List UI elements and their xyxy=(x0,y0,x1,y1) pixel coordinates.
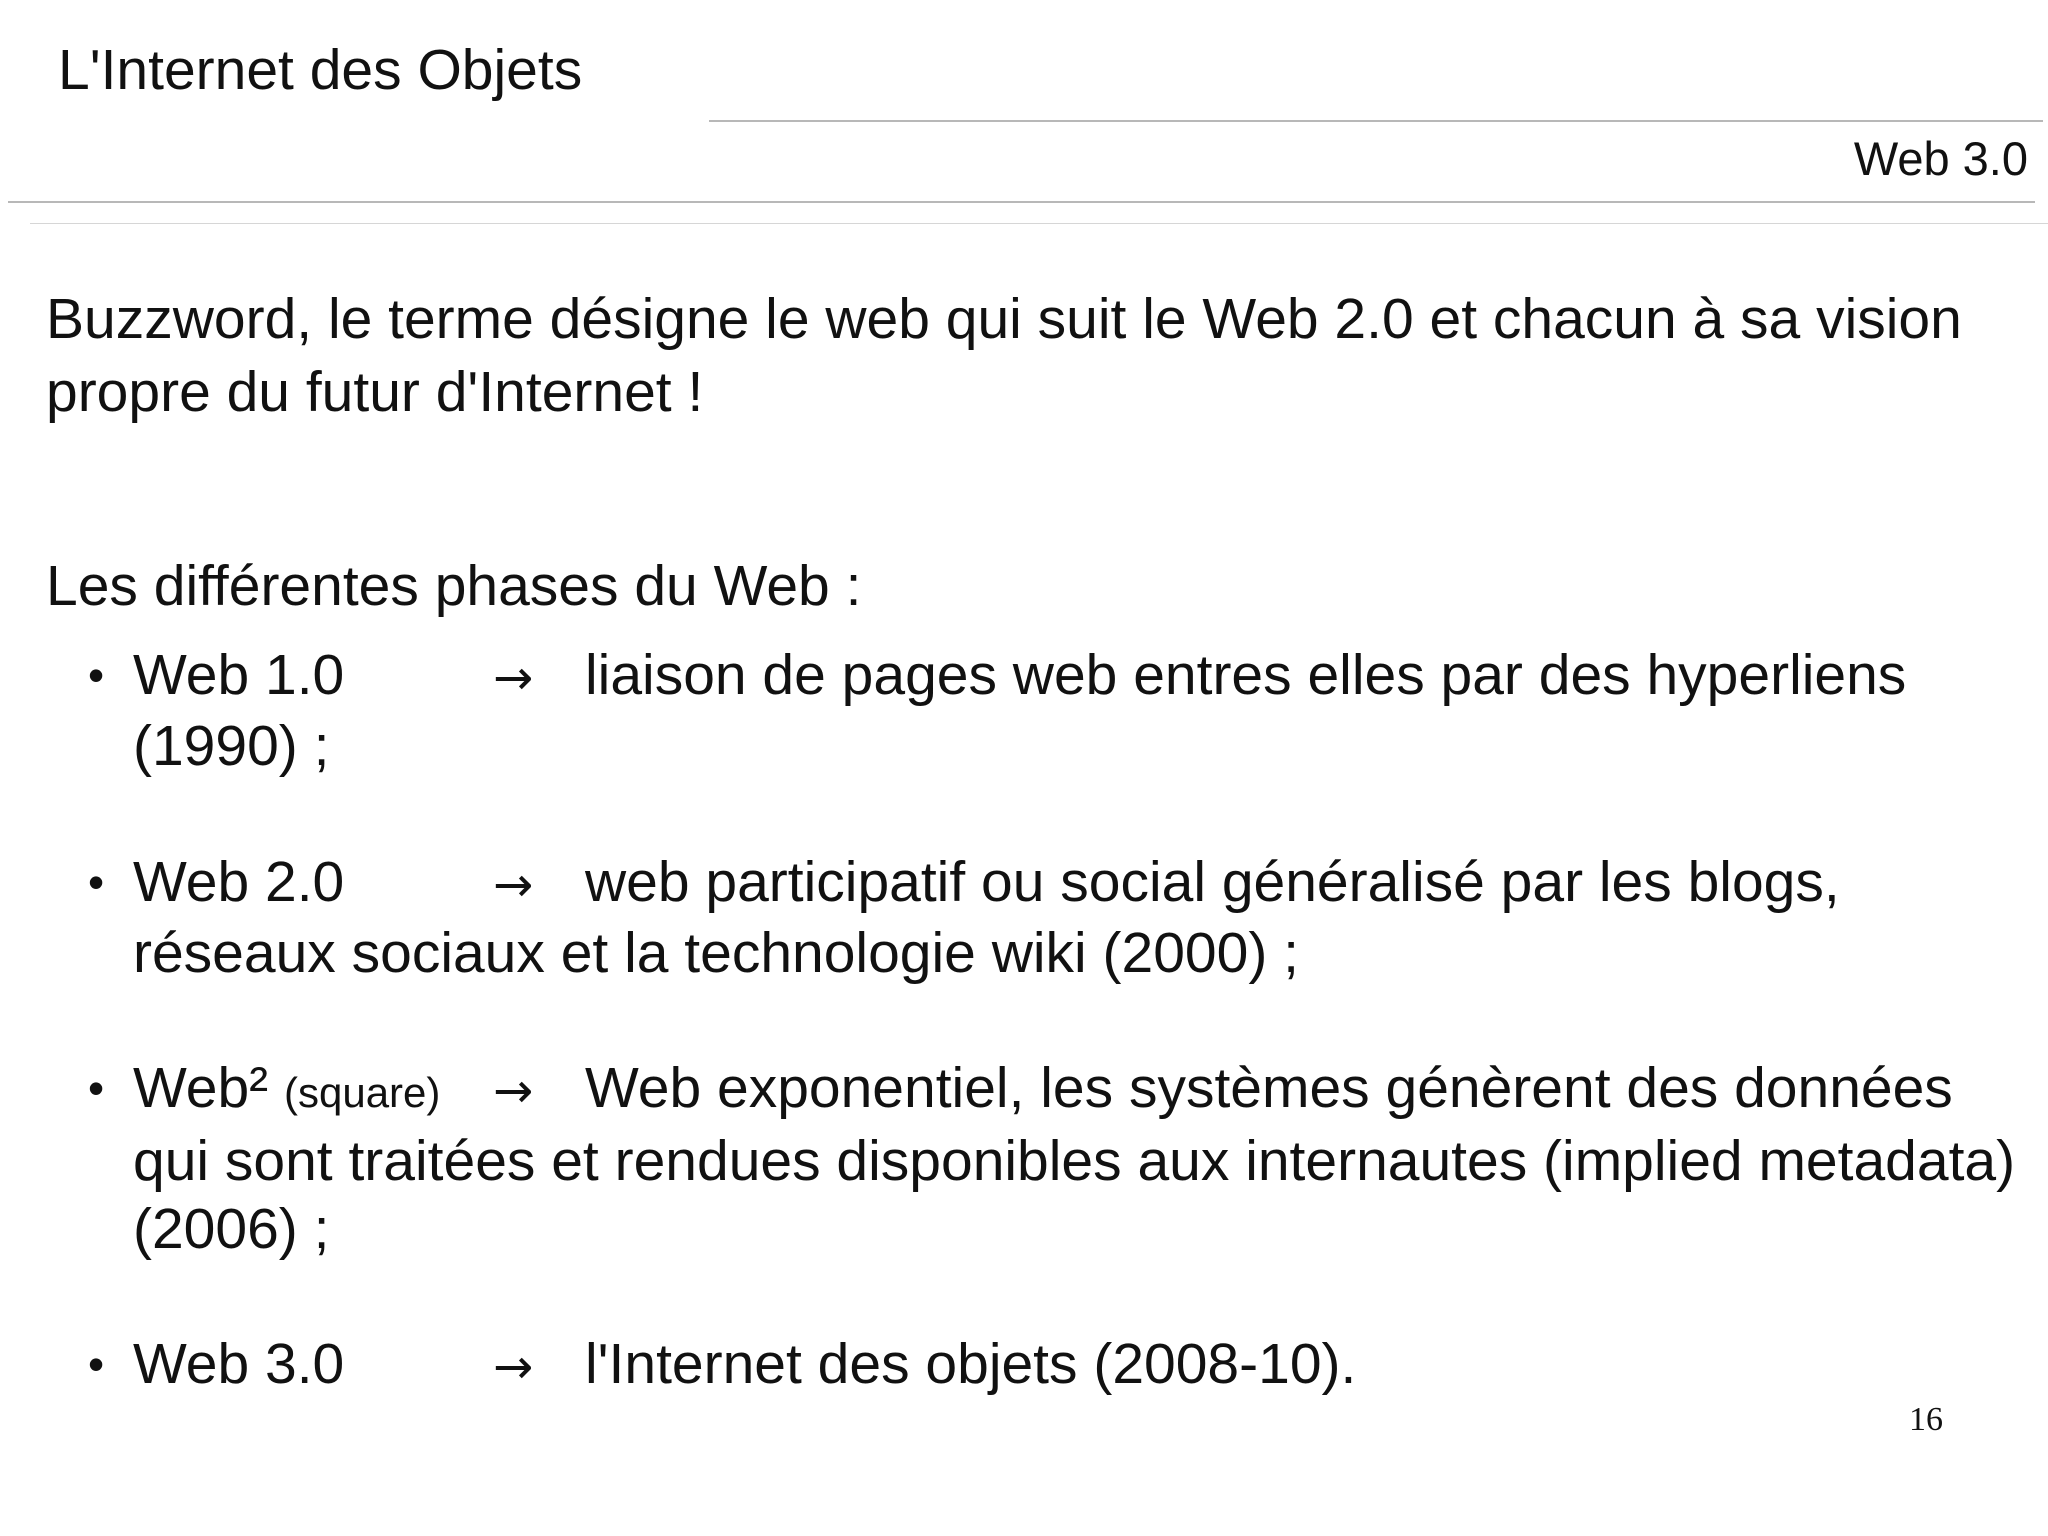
phase-item-web-square xyxy=(88,1054,2033,1263)
header-rule-bottom xyxy=(30,223,2048,224)
phase-item-web-1 xyxy=(88,641,2033,780)
phase-description: web participatif ou social généralisé par les blogs, réseaux sociaux et la technologie wiki (2000) ; xyxy=(133,850,1840,985)
phase-description: l'Internet des objets (2008-10). xyxy=(585,1332,1357,1396)
phase-description: Web exponentiel, les systèmes génèrent des données qui sont traitées et rendues disponibles aux internautes (implied metadata) (2006) ; xyxy=(133,1056,2016,1261)
phase-term-label: Web² xyxy=(133,1056,269,1120)
phase-term-label: Web 1.0 xyxy=(133,643,345,707)
phase-term xyxy=(133,1054,493,1127)
right-arrow-icon: → xyxy=(493,650,534,706)
phase-term-note: (square) xyxy=(284,1069,441,1116)
phase-term-label: Web 3.0 xyxy=(133,1332,345,1396)
section-label: Web 3.0 xyxy=(1853,132,2028,185)
bullet-icon: • xyxy=(88,649,105,701)
page-number: 16 xyxy=(1909,1401,1943,1438)
phase-term xyxy=(133,848,493,916)
slide-header-title: L'Internet des Objets xyxy=(58,38,583,102)
phase-term-label: Web 2.0 xyxy=(133,850,345,914)
header-rule-middle xyxy=(8,201,2035,203)
bullet-icon: • xyxy=(88,1062,105,1114)
header-rule-top xyxy=(709,120,2043,122)
phase-description: liaison de pages web entres elles par des hyperliens (1990) ; xyxy=(133,643,1907,778)
right-arrow-icon: → xyxy=(493,1063,534,1119)
right-arrow-icon: → xyxy=(493,857,534,913)
right-arrow-icon: → xyxy=(493,1339,534,1395)
phase-item-web-2 xyxy=(88,848,2033,987)
bullet-icon: • xyxy=(88,1338,105,1390)
phases-heading: Les différentes phases du Web : xyxy=(46,554,862,618)
phase-term xyxy=(133,1330,493,1398)
phase-term xyxy=(133,641,493,709)
bullet-icon: • xyxy=(88,856,105,908)
phase-item-web-3 xyxy=(88,1330,2033,1401)
intro-paragraph: Buzzword, le terme désigne le web qui suit le Web 2.0 et chacun à sa vision propre du futur d'Internet ! xyxy=(46,287,1962,424)
